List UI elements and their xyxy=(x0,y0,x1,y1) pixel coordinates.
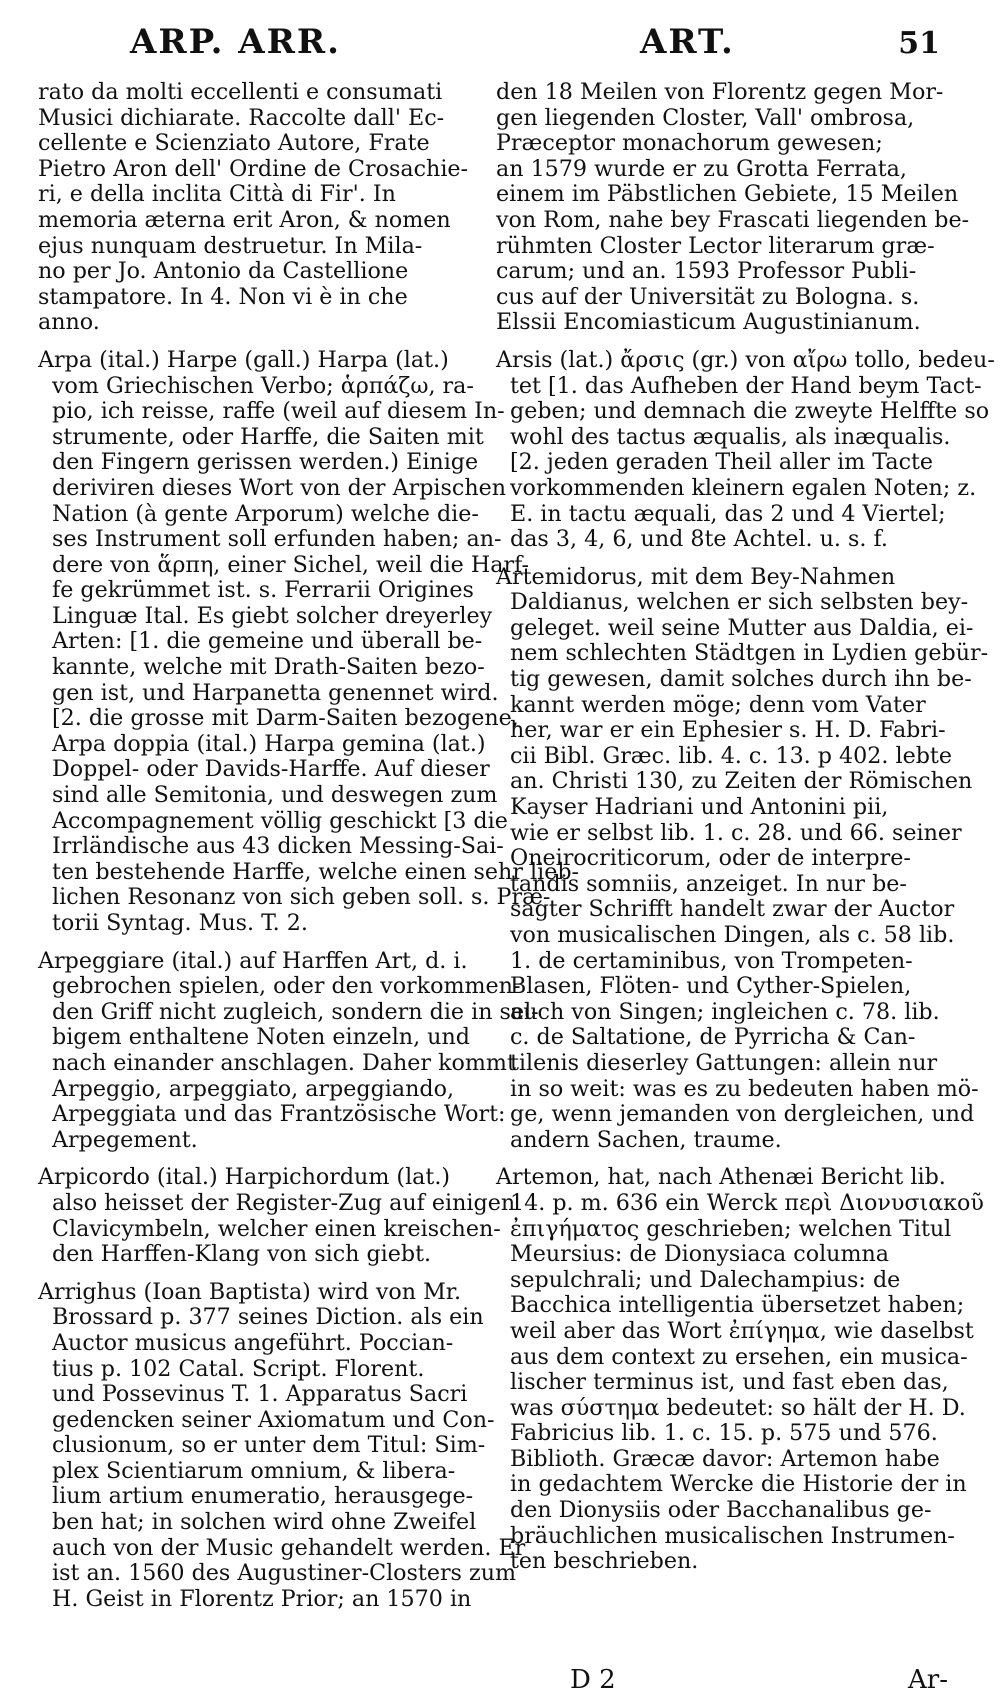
text-line: her, war er ein Ephesier s. H. D. Fabri- xyxy=(510,717,946,744)
text-line: Arpa (ital.) Harpe (gall.) Harpa (lat.) xyxy=(38,346,449,373)
text-line: lichen Resonanz von sich geben soll. s. Præ- xyxy=(52,884,551,911)
text-line: den Griff nicht zugleich, sondern die in sel- xyxy=(52,998,539,1025)
text-line: einem im Päbstlichen Gebiete, 15 Meilen xyxy=(496,181,959,208)
left-column xyxy=(38,79,580,1612)
text-line: geben; und demnach die zweyte Helffte so xyxy=(510,398,990,425)
text-line: sepulchrali; und Dalechampius: de xyxy=(510,1266,901,1293)
text-line: wie er selbst lib. 1. c. 28. und 66. seiner xyxy=(510,819,962,846)
text-line: Meursius: de Dionysiaca columna xyxy=(510,1241,890,1268)
text-line: Brossard p. 377 seines Diction. als ein xyxy=(52,1304,484,1331)
text-line: Præceptor monachorum gewesen; xyxy=(496,130,883,157)
text-line: rato da molti eccellenti e consumati xyxy=(38,79,443,105)
text-line: vorkommenden kleinern egalen Noten; z. xyxy=(510,474,977,501)
entry-arpeggiare xyxy=(38,947,539,1154)
text-line: vom Griechischen Verbo; ἁρπάζω, ra- xyxy=(52,372,474,399)
text-line: cellente e Scienziato Autore, Frate xyxy=(38,130,430,157)
text-line: und Possevinus T. 1. Apparatus Sacri xyxy=(52,1381,468,1408)
text-line: plex Scientiarum omnium, & libera- xyxy=(52,1457,456,1484)
entry-artemon xyxy=(496,1164,984,1575)
text-line: sind alle Semitonia, und deswegen zum xyxy=(52,782,498,809)
right-column xyxy=(496,79,995,1575)
text-line: Irrländische aus 43 dicken Messing-Sai- xyxy=(52,833,504,860)
text-line: tandis somniis, anzeiget. In nur be- xyxy=(510,870,907,897)
text-line: Arpegement. xyxy=(52,1126,198,1153)
entry-arpicordo xyxy=(38,1164,516,1268)
text-line: Auctor musicus angeführt. Poccian- xyxy=(52,1329,454,1356)
page-number: 51 xyxy=(898,26,940,61)
text-line: tilenis dieserley Gattungen: allein nur xyxy=(510,1049,938,1076)
text-line: gedencken seiner Axiomatum und Con- xyxy=(52,1406,495,1433)
text-line: torii Syntag. Mus. T. 2. xyxy=(52,910,308,936)
text-line: Elssii Encomiasticum Augustinianum. xyxy=(496,309,921,336)
text-line: Artemon, hat, nach Athenæi Bericht lib. xyxy=(496,1164,946,1191)
text-line: kannt werden möge; denn vom Vater xyxy=(510,691,926,718)
text-line: ses Instrument soll erfunden haben; an- xyxy=(52,526,502,553)
text-line: Arpa doppia (ital.) Harpa gemina (lat.) xyxy=(52,730,486,757)
text-line: ri, e della inclita Città di Fir'. In xyxy=(38,181,396,208)
text-line: lium artium enumeratio, herausgege- xyxy=(52,1483,474,1510)
text-line: Musici dichiarate. Raccolte dall' Ec- xyxy=(38,104,445,131)
running-head-left: ARP. ARR. xyxy=(130,22,341,62)
text-line: gebrochen spielen, oder den vorkommen- xyxy=(52,973,521,1000)
text-line: [2. jeden geraden Theil aller im Tacte xyxy=(510,449,934,476)
text-line: Nation (à gente Arporum) welche die- xyxy=(52,500,479,527)
text-line: Arrighus (Ioan Baptista) wird von Mr. xyxy=(38,1278,462,1305)
text-line: gen liegenden Closter, Vall' ombrosa, xyxy=(496,104,915,131)
entry-artemidorus xyxy=(496,563,989,1154)
text-line: tig gewesen, damit solches durch ihn be- xyxy=(510,666,972,693)
text-line: E. in tactu æquali, das 2 und 4 Viertel; xyxy=(510,500,946,527)
text-line: ist an. 1560 des Augustiner-Closters zum xyxy=(52,1560,517,1587)
text-line: geleget. weil seine Mutter aus Daldia, ei- xyxy=(510,614,974,641)
text-line: Fabricius lib. 1. c. 15. p. 575 und 576. xyxy=(510,1420,938,1447)
text-line: fe gekrümmet ist. s. Ferrarii Origines xyxy=(52,577,474,604)
text-line: clusionum, so er unter dem Titul: Sim- xyxy=(52,1432,486,1459)
text-line: memoria æterna erit Aron, & nomen xyxy=(38,206,451,233)
text-line: Arpeggiare (ital.) auf Harffen Art, d. i. xyxy=(38,947,468,974)
text-line: Clavicymbeln, welcher einen kreischen- xyxy=(52,1215,501,1242)
text-line: 14. p. m. 636 ein Werck περὶ Διονυσιακοῦ xyxy=(510,1189,984,1216)
text-line: tius p. 102 Catal. Script. Florent. xyxy=(52,1355,425,1382)
text-line: das 3, 4, 6, und 8te Achtel. u. s. f. xyxy=(510,526,888,553)
text-line: ἐπιγήματος geschrieben; welchen Titul xyxy=(510,1215,952,1242)
text-line: ten bestehende Harffe, welche einen sehr lieb- xyxy=(52,858,580,885)
text-line: nach einander anschlagen. Daher kommt xyxy=(52,1049,516,1076)
text-line: gen ist, und Harpanetta genennet wird. xyxy=(52,679,499,706)
text-line: stampatore. In 4. Non vi è in che xyxy=(38,283,408,310)
text-line: [2. die grosse mit Darm-Saiten bezogene, xyxy=(52,705,519,732)
text-line: Arsis (lat.) ἄρσις (gr.) von αἴρω tollo, bedeu- xyxy=(496,346,995,373)
text-line: anno. xyxy=(38,309,100,336)
text-line: sagter Schrifft handelt zwar der Auctor xyxy=(510,896,955,923)
text-line: nem schlechten Städtgen in Lydien gebür- xyxy=(510,640,989,667)
text-line: andern Sachen, traume. xyxy=(510,1126,782,1153)
text-line: cus auf der Universität zu Bologna. s. xyxy=(496,283,920,310)
text-line: no per Jo. Antonio da Castellione xyxy=(38,258,409,285)
text-line: den Harffen-Klang von sich giebt. xyxy=(52,1241,432,1268)
text-line: 1. de certaminibus, von Trompeten- xyxy=(510,947,913,974)
text-line: den Fingern gerissen werden.) Einige xyxy=(52,449,479,476)
text-line: ten beschrieben. xyxy=(510,1548,699,1575)
text-line: dere von ἅρπη, einer Sichel, weil die Harf- xyxy=(52,551,529,578)
text-line: in so weit: was es zu bedeuten haben mö- xyxy=(510,1075,979,1102)
text-line: carum; und an. 1593 Professor Publi- xyxy=(496,258,917,285)
text-line: rühmten Closter Lector literarum græ- xyxy=(496,232,935,259)
text-line: an. Christi 130, zu Zeiten der Römischen xyxy=(510,768,973,795)
text-line: an 1579 wurde er zu Grotta Ferrata, xyxy=(496,155,907,182)
text-line: Accompagnement völlig geschickt [3 die xyxy=(52,807,508,834)
running-head-right: ART. xyxy=(640,22,735,62)
text-line: bräuchlichen musicalischen Instrumen- xyxy=(510,1522,955,1549)
text-line: Doppel- oder Davids-Harffe. Auf dieser xyxy=(52,756,490,783)
text-line: wohl des tactus æqualis, als inæqualis. xyxy=(510,423,951,450)
text-line: den Dionysiis oder Bacchanalibus ge- xyxy=(510,1497,932,1524)
entry-arsis xyxy=(496,346,995,553)
text-line: von musicalischen Dingen, als c. 58 lib. xyxy=(510,922,955,948)
text-line: auch von Singen; ingleichen c. 78. lib. xyxy=(510,998,940,1025)
text-line: Linguæ Ital. Es giebt solcher dreyerley xyxy=(52,602,493,629)
text-line: deriviren dieses Wort von der Arpischen xyxy=(52,474,507,501)
text-line: Arten: [1. die gemeine und überall be- xyxy=(52,628,483,655)
text-line: Daldianus, welchen er sich selbsten bey- xyxy=(510,589,969,616)
entry-arrighus xyxy=(38,1278,526,1613)
text-line: strumente, oder Harffe, die Saiten mit xyxy=(52,423,484,450)
signature-mark: D 2 xyxy=(570,1665,616,1695)
text-line: ge, wenn jemanden von dergleichen, und xyxy=(510,1101,975,1128)
text-line: den 18 Meilen von Florentz gegen Mor- xyxy=(496,79,944,105)
text-line: was σύστημα bedeutet: so hält der H. D. xyxy=(510,1394,966,1421)
text-line: pio, ich reisse, raffe (weil auf diesem In- xyxy=(52,398,505,425)
text-line: H. Geist in Florentz Prior; an 1570 in xyxy=(52,1585,472,1612)
catchword: Ar- xyxy=(908,1665,948,1695)
entry-continued-left xyxy=(38,79,469,336)
text-line: aus dem context zu ersehen, ein musica- xyxy=(510,1343,968,1370)
text-line: Blasen, Flöten- und Cyther-Spielen, xyxy=(510,973,912,1000)
text-line: Arpeggiata und das Frantzösische Wort: xyxy=(52,1101,506,1128)
text-line: kannte, welche mit Drath-Saiten bezo- xyxy=(52,654,485,681)
text-line: ejus nunquam destruetur. In Mila- xyxy=(38,232,423,259)
entry-arpa xyxy=(38,346,580,937)
text-line: also heisset der Register-Zug auf einigen xyxy=(52,1189,516,1216)
text-line: cii Bibl. Græc. lib. 4. c. 13. p 402. lebte xyxy=(510,742,952,769)
text-line: c. de Saltatione, de Pyrricha & Can- xyxy=(510,1024,916,1051)
text-line: Pietro Aron dell' Ordine de Crosachie- xyxy=(38,155,469,182)
text-line: tet [1. das Aufheben der Hand beym Tact- xyxy=(510,372,982,399)
text-line: bigem enthaltene Noten einzeln, und xyxy=(52,1024,470,1051)
text-line: Oneirocriticorum, oder de interpre- xyxy=(510,845,911,872)
text-line: Artemidorus, mit dem Bey-Nahmen xyxy=(496,563,896,590)
entry-continued-right xyxy=(496,79,970,336)
text-line: auch von der Music gehandelt werden. Er xyxy=(52,1534,526,1561)
text-line: von Rom, nahe bey Frascati liegenden be- xyxy=(496,206,970,233)
text-line: Kayser Hadriani und Antonini pii, xyxy=(510,794,889,821)
text-line: Bacchica intelligentia übersetzet haben; xyxy=(510,1292,965,1319)
text-line: Arpeggio, arpeggiato, arpeggiando, xyxy=(52,1075,455,1102)
text-line: lischer terminus ist, und fast eben das, xyxy=(510,1369,949,1396)
text-line: Biblioth. Græcæ davor: Artemon habe xyxy=(510,1445,940,1472)
text-line: in gedachtem Wercke die Historie der in xyxy=(510,1471,967,1498)
text-line: weil aber das Wort ἐπίγημα, wie daselbst xyxy=(510,1317,974,1344)
text-line: ben hat; in solchen wird ohne Zweifel xyxy=(52,1509,477,1536)
text-line: Arpicordo (ital.) Harpichordum (lat.) xyxy=(38,1164,451,1191)
